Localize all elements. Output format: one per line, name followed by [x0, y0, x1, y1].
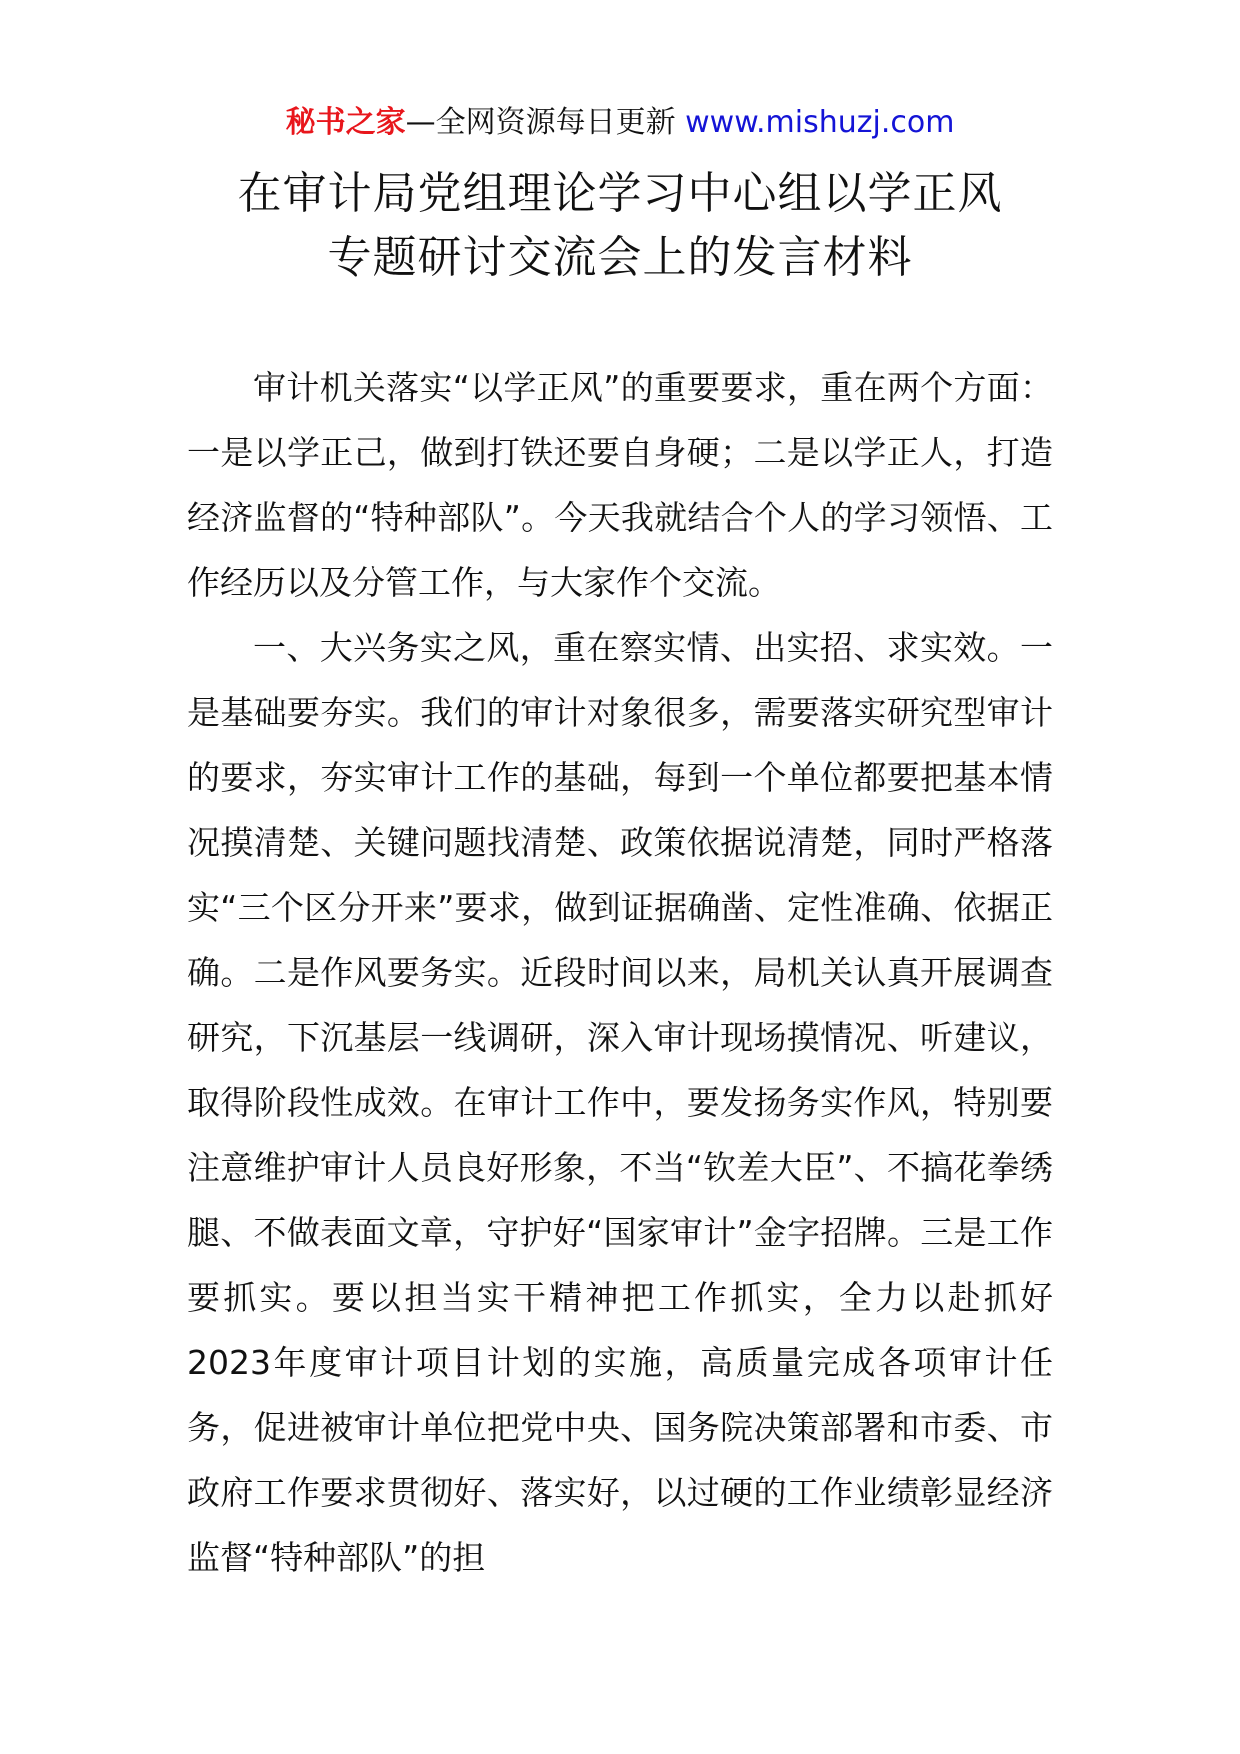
paragraph-intro: 审计机关落实“以学正风”的重要要求，重在两个方面：一是以学正己，做到打铁还要自身硬；二是以学正人，打造经济监督的“特种部队”。今天我就结合个人的学习领悟、工作经历以及分管工作，与大家作个交流。: [187, 368, 1053, 602]
section-text-1: 一是基础要夯实。我们的审计对象很多，需要落实研究型审计的要求，夯实审计工作的基础，每到一个单位都要把基本情况摸清楚、关键问题找清楚、政策依据说清楚，同时严格落实“三个区分开来”要求，做到证据确凿、定性准确、依据正确。二是作风要务实。近段时间以来，局机关认真开展调查研究，下沉基层一线调研，深入审计现场摸情况、听建议，取得阶段性成效。在审计工作中，要发扬务实作风，特别要注意维护审计人员良好形象，不当“钦差大臣”、不搞花拳绣腿、不做表面文章，守护好“国家审计”金字招牌。三是工作要抓实。要以担当实干精神把工作抓实，全力以赴抓好2023年度审计项目计划的实施，高质量完成各项审计任务，促进被审计单位把党中央、国务院决策部署和市委、市政府工作要求贯彻好、落实好，以过硬的工作业绩彰显经济监督“特种部队”的担: [187, 628, 1053, 1577]
brand-name: 秘书之家: [285, 105, 406, 140]
document-body: [187, 355, 1053, 1590]
header-tagline: —全网资源每日更新: [405, 105, 676, 140]
paragraph-section-1: [187, 615, 1053, 1590]
title-line-1: 在审计局党组理论学习中心组以学正风: [237, 168, 1003, 219]
site-header: [0, 100, 1240, 146]
site-url-link[interactable]: www.mishuzj.com: [685, 105, 955, 140]
document-title: [0, 162, 1240, 290]
title-line-2: 专题研讨交流会上的发言材料: [327, 232, 913, 283]
section-heading-1: 一、大兴务实之风，重在察实情、出实招、求实效。: [253, 628, 1020, 667]
